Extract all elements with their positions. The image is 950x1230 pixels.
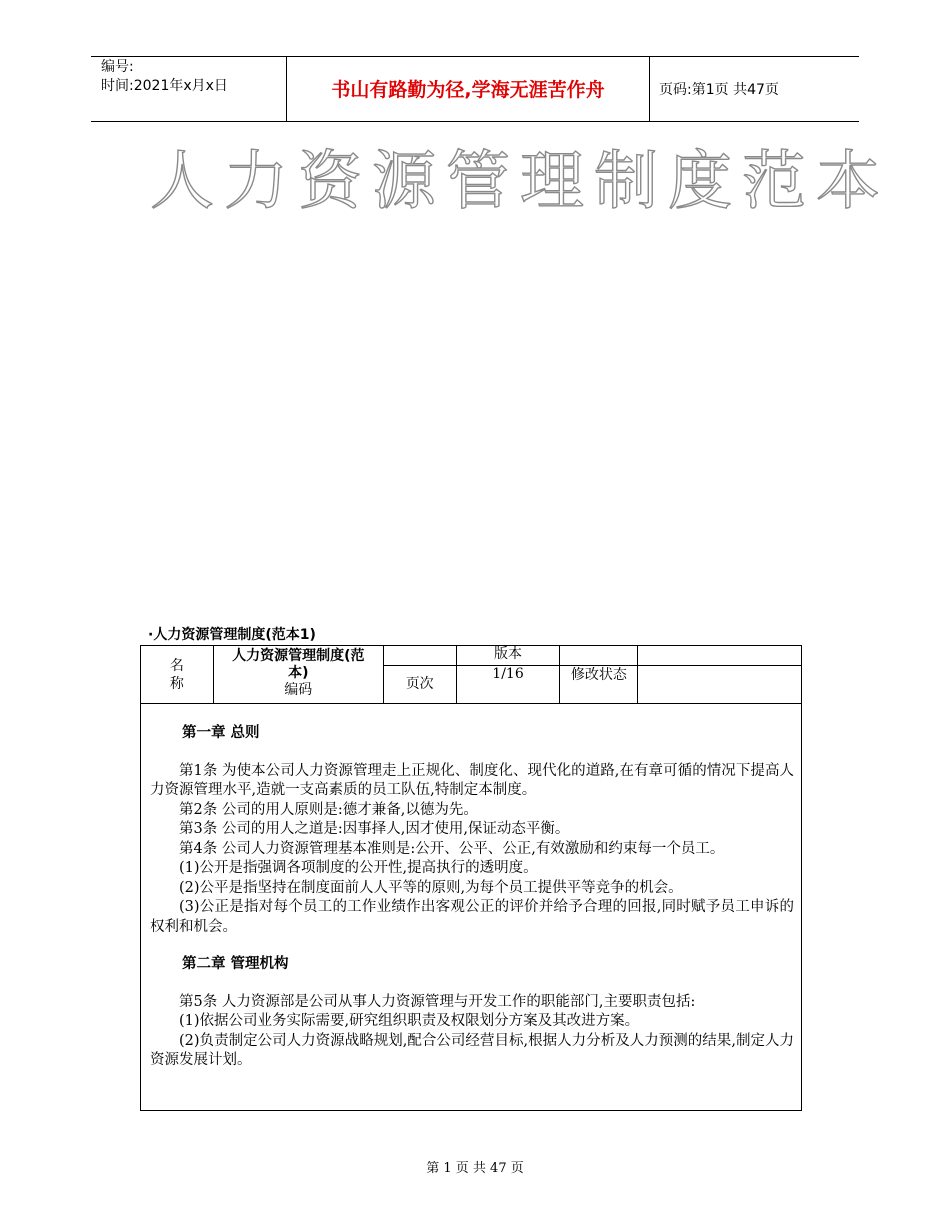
document-title: 人力资源管理制度范本 bbox=[150, 145, 890, 219]
page-value: 1/16 bbox=[456, 666, 560, 704]
article-5: 第5条 人力资源部是公司从事人力资源管理与开发工作的职能部门,主要职责包括: bbox=[179, 993, 696, 1010]
version-label: 版本 bbox=[456, 646, 560, 666]
status-label: 修改状态 bbox=[570, 667, 627, 683]
article-4: 第4条 公司人力资源管理基本准则是:公开、公平、公正,有效激励和约束每一个员工。 bbox=[179, 840, 725, 857]
article-4-item-3: (3)公正是指对每个员工的工作业绩作出客观公正的评价并给予合理的回报,同时赋予员工申诉的权利和机会。 bbox=[150, 899, 794, 935]
chapter-heading: 第一章 总则 bbox=[182, 725, 260, 741]
empty-cell-3 bbox=[638, 646, 802, 666]
article-4-item-1: (1)公开是指强调各项制度的公开性,提高执行的透明度。 bbox=[179, 860, 538, 876]
article-4-item-2: (2)公平是指坚持在制度面前人人平等的原则,为每个员工提供平等竞争的机会。 bbox=[179, 879, 683, 896]
header-motto: 书山有路勤为径,学海无涯苦作舟 bbox=[331, 79, 605, 101]
header-page-info: 页码:第1页 共47页 bbox=[659, 82, 779, 98]
article-5-item-2: (2)负责制定公司人力资源战略规划,配合公司经营目标,根据人力分析及人力预测的结果,制定人力资源发展计划。 bbox=[150, 1032, 794, 1068]
code-label: 编号: bbox=[101, 59, 134, 75]
code-label: 编码 bbox=[284, 682, 313, 698]
header-info bbox=[101, 58, 228, 96]
meta-table bbox=[140, 645, 802, 704]
article-1: 第1条 为使本公司人力资源管理走上正规化、制度化、现代化的道路,在有章可循的情况下提高人力资源管理水平,造就一支高素质的员工队伍,特制定本制度。 bbox=[150, 762, 794, 798]
article-5-item-1: (1)依据公司业务实际需要,研究组织职责及权限划分方案及其改进方案。 bbox=[179, 1013, 640, 1029]
name-label: 名称 bbox=[169, 657, 184, 692]
article-3: 第3条 公司的用人之道是:因事择人,因才使用,保证动态平衡。 bbox=[179, 821, 570, 837]
header-bottom-rule bbox=[91, 121, 859, 122]
chapter-heading: 第二章 管理机构 bbox=[182, 956, 289, 972]
page-footer: 第 1 页 共 47 页 bbox=[426, 1161, 524, 1176]
header-divider-right bbox=[649, 56, 650, 121]
empty-cell-4 bbox=[638, 666, 802, 704]
name-value: 人力资源管理制度(范本) bbox=[232, 648, 365, 681]
empty-cell-1 bbox=[383, 646, 456, 666]
name-value-cell bbox=[213, 646, 383, 704]
section-title: ·人力资源管理制度(范本1) bbox=[148, 627, 316, 643]
page-label: 页次 bbox=[383, 666, 456, 704]
article-2: 第2条 公司的用人原则是:德才兼备,以德为先。 bbox=[179, 801, 478, 818]
name-label-cell bbox=[141, 646, 214, 704]
document-body bbox=[150, 718, 794, 1071]
time-label: 时间:2021年x月x日 bbox=[101, 78, 228, 94]
status-label-cell bbox=[560, 666, 638, 704]
empty-cell-2 bbox=[560, 646, 638, 666]
